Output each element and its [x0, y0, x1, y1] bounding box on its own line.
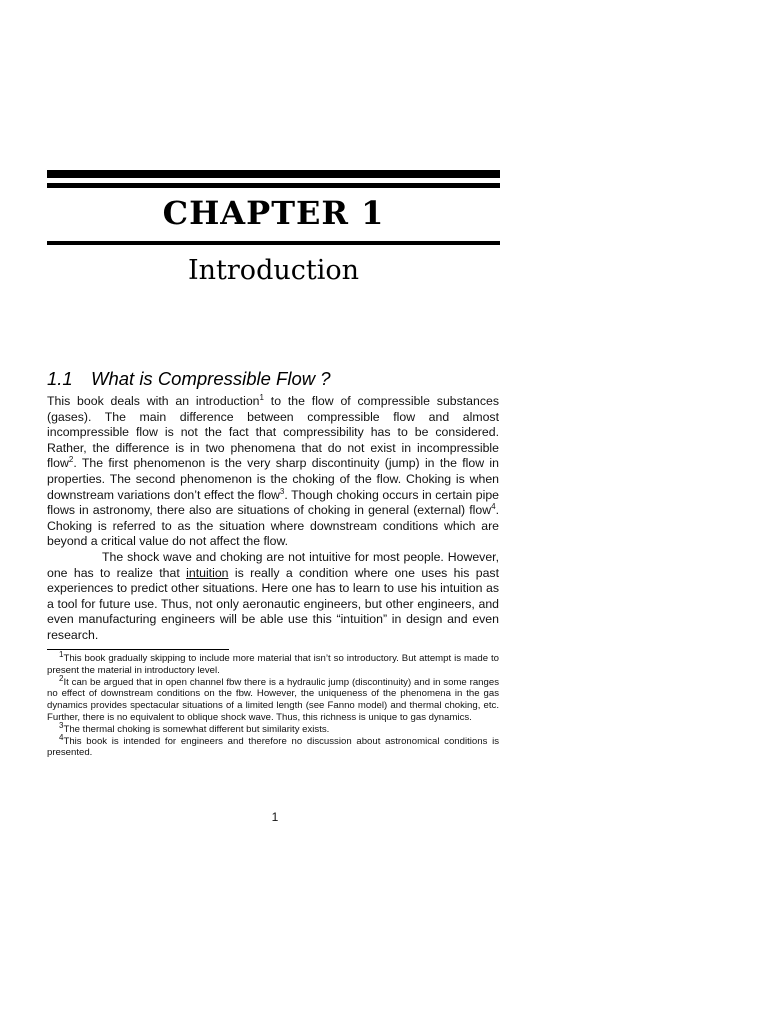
- chapter-top-rule-thin: [47, 183, 500, 188]
- chapter-heading: CHAPTER 1: [162, 194, 385, 232]
- footnote-ref-3[interactable]: 3: [279, 486, 285, 496]
- footnotes: [47, 649, 499, 759]
- footnote-ref-1[interactable]: 1: [259, 392, 264, 402]
- footnote-text: This book gradually skipping to include more material that isn’t so introductory. But attempt is made to present the material in introductory level.: [47, 653, 499, 676]
- section-heading: [47, 368, 517, 390]
- underlined-word: intuition: [186, 565, 229, 580]
- footnote: [47, 732, 499, 760]
- text-run: This book deals with an introduction: [47, 394, 260, 408]
- footnote-mark: 3: [59, 720, 64, 730]
- footnote: [47, 720, 499, 736]
- page-number: 1: [271, 810, 279, 824]
- footnote-mark: 2: [59, 673, 64, 683]
- section-title: What is Compressible Flow ?: [91, 368, 331, 389]
- footnote: [47, 649, 499, 677]
- paragraph-1: [47, 394, 499, 550]
- footnote-text: This book is intended for engineers and therefore no discussion about astronomical conditions is presented.: [47, 735, 499, 759]
- footnote-ref-4[interactable]: 4: [491, 502, 496, 512]
- text-run: is really a condition where one uses his past experiences to predict other situations. Here one has to learn to use his intuition as a tool for future use. Thus, not only aeronautic engineers, but other engineers, and even manufacturing engineers will be able use this “intuition” in design and even research.: [47, 565, 499, 642]
- footnote-text: The thermal choking is somewhat different but similarity exists.: [63, 723, 330, 735]
- footnote-separator: [47, 649, 229, 650]
- paragraph-2: [47, 550, 499, 644]
- text-run: to the flow of compressible substances (gases). The main difference between compressible flow and almost incompressible flow is not the fact that compressibility has to be considered. Rather, the difference is in two phenomena that do not exist in incompressible flow: [47, 394, 499, 471]
- text-run: . Choking is referred to as the situation where downstream conditions which are beyond a critical value do not affect the flow.: [47, 503, 499, 549]
- footnote: [47, 673, 499, 724]
- text-run: . The first phenomenon is the very sharp discontinuity (jump) in the flow in properties. The second phenomenon is the choking of the flow. Choking is when downstream variations don’t effect the flow: [47, 456, 499, 502]
- chapter-top-rule-thick: [47, 170, 500, 178]
- footnote-mark: 1: [59, 649, 64, 659]
- footnote-mark: 4: [59, 732, 64, 742]
- body-text: [47, 394, 499, 644]
- footnote-text: It can be argued that in open channel fbw there is a hydraulic jump (discontinuity) and in some ranges no effect of downstream conditions on the fbw. However, the uniqueness of the phenomena in the gas dynamics provides spectacular situations of a limited length (see Fanno model) and thermal choking, etc. Further, there is no equivalent to oblique shock wave. Thus, this richness is unique to gas dynamics.: [47, 676, 499, 723]
- section-number: 1.1: [47, 368, 73, 389]
- text-run: . Though choking occurs in certain pipe flows in astronomy, there also are situations of choking in general (external) flow: [47, 487, 500, 518]
- footnote-ref-2[interactable]: 2: [68, 455, 74, 465]
- chapter-bottom-rule: [47, 241, 500, 245]
- text-run: The shock wave and choking are not intuitive for most people. However, one has to realize that: [47, 549, 499, 580]
- chapter-title: Introduction: [188, 255, 359, 286]
